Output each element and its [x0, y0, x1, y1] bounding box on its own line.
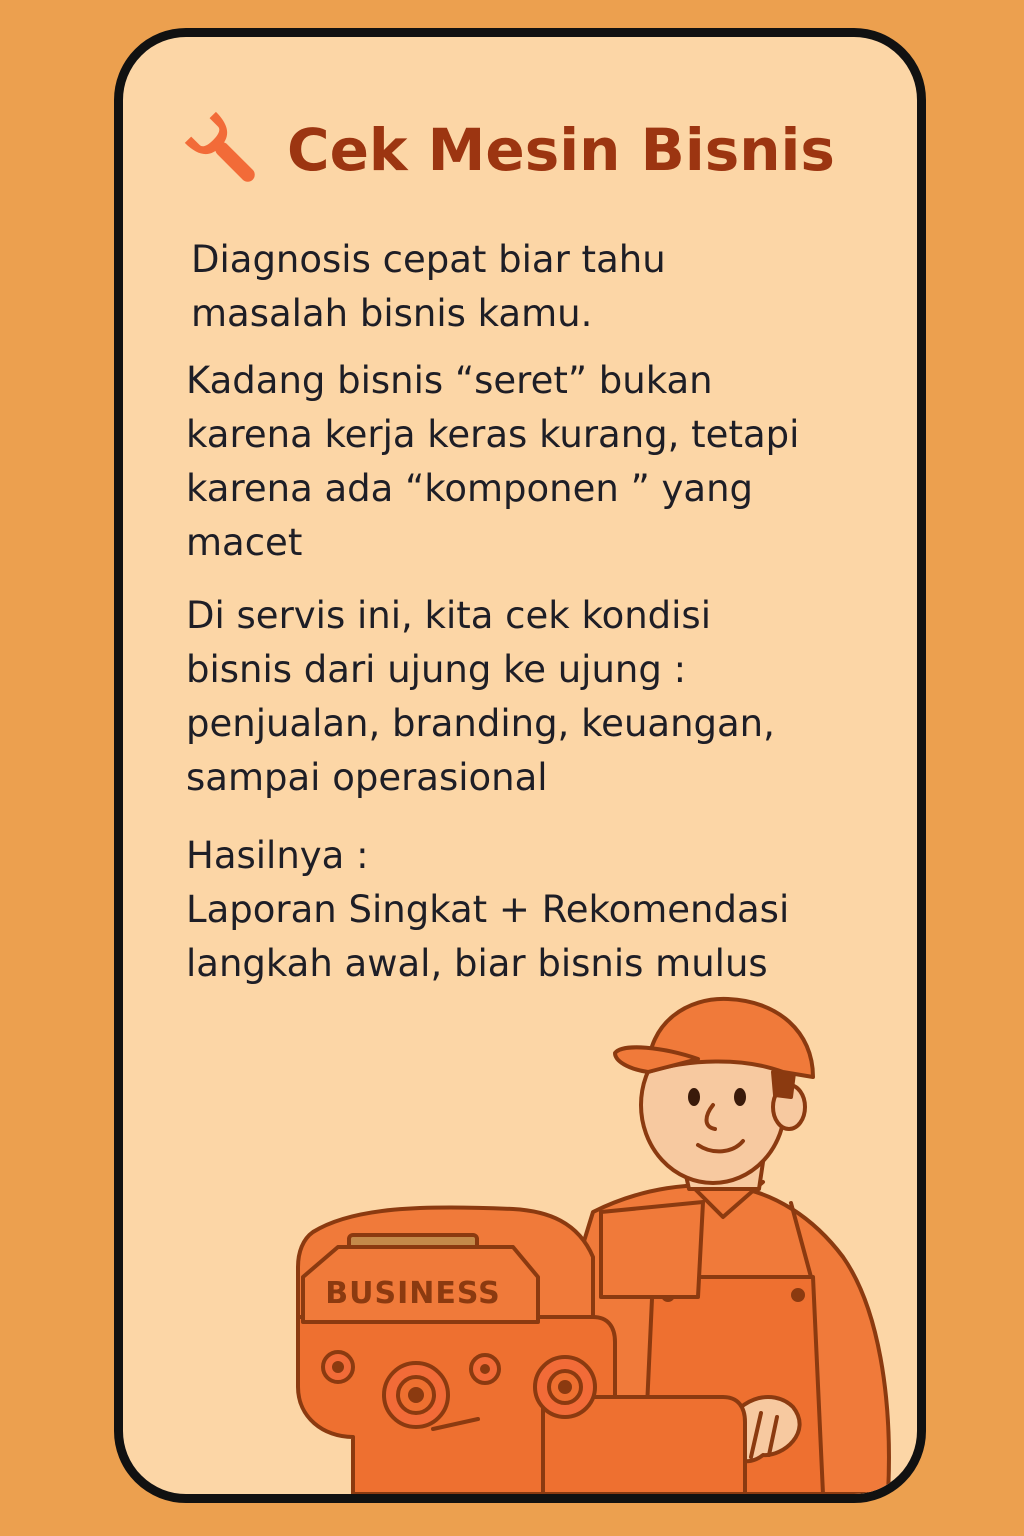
service-paragraph: Di servis ini, kita cek kondisi bisnis dari ujung ke ujung : penjualan, branding, keuangan, sampai operasional: [186, 594, 775, 799]
page-title: Cek Mesin Bisnis: [287, 116, 835, 184]
problem-paragraph: Kadang bisnis “seret” bukan karena kerja keras kurang, tetapi karena ada “komponen ” yang macet: [186, 359, 800, 564]
mechanic-illustration: [123, 977, 917, 1494]
card-header: [181, 107, 835, 193]
service-card: [114, 28, 926, 1503]
intro-text: Diagnosis cepat biar tahu masalah bisnis kamu.: [191, 238, 666, 335]
machine-label: BUSINESS: [325, 1276, 501, 1311]
result-paragraph: Hasilnya : Laporan Singkat + Rekomendasi langkah awal, biar bisnis mulus: [186, 834, 790, 985]
wrench-icon: [181, 108, 265, 192]
